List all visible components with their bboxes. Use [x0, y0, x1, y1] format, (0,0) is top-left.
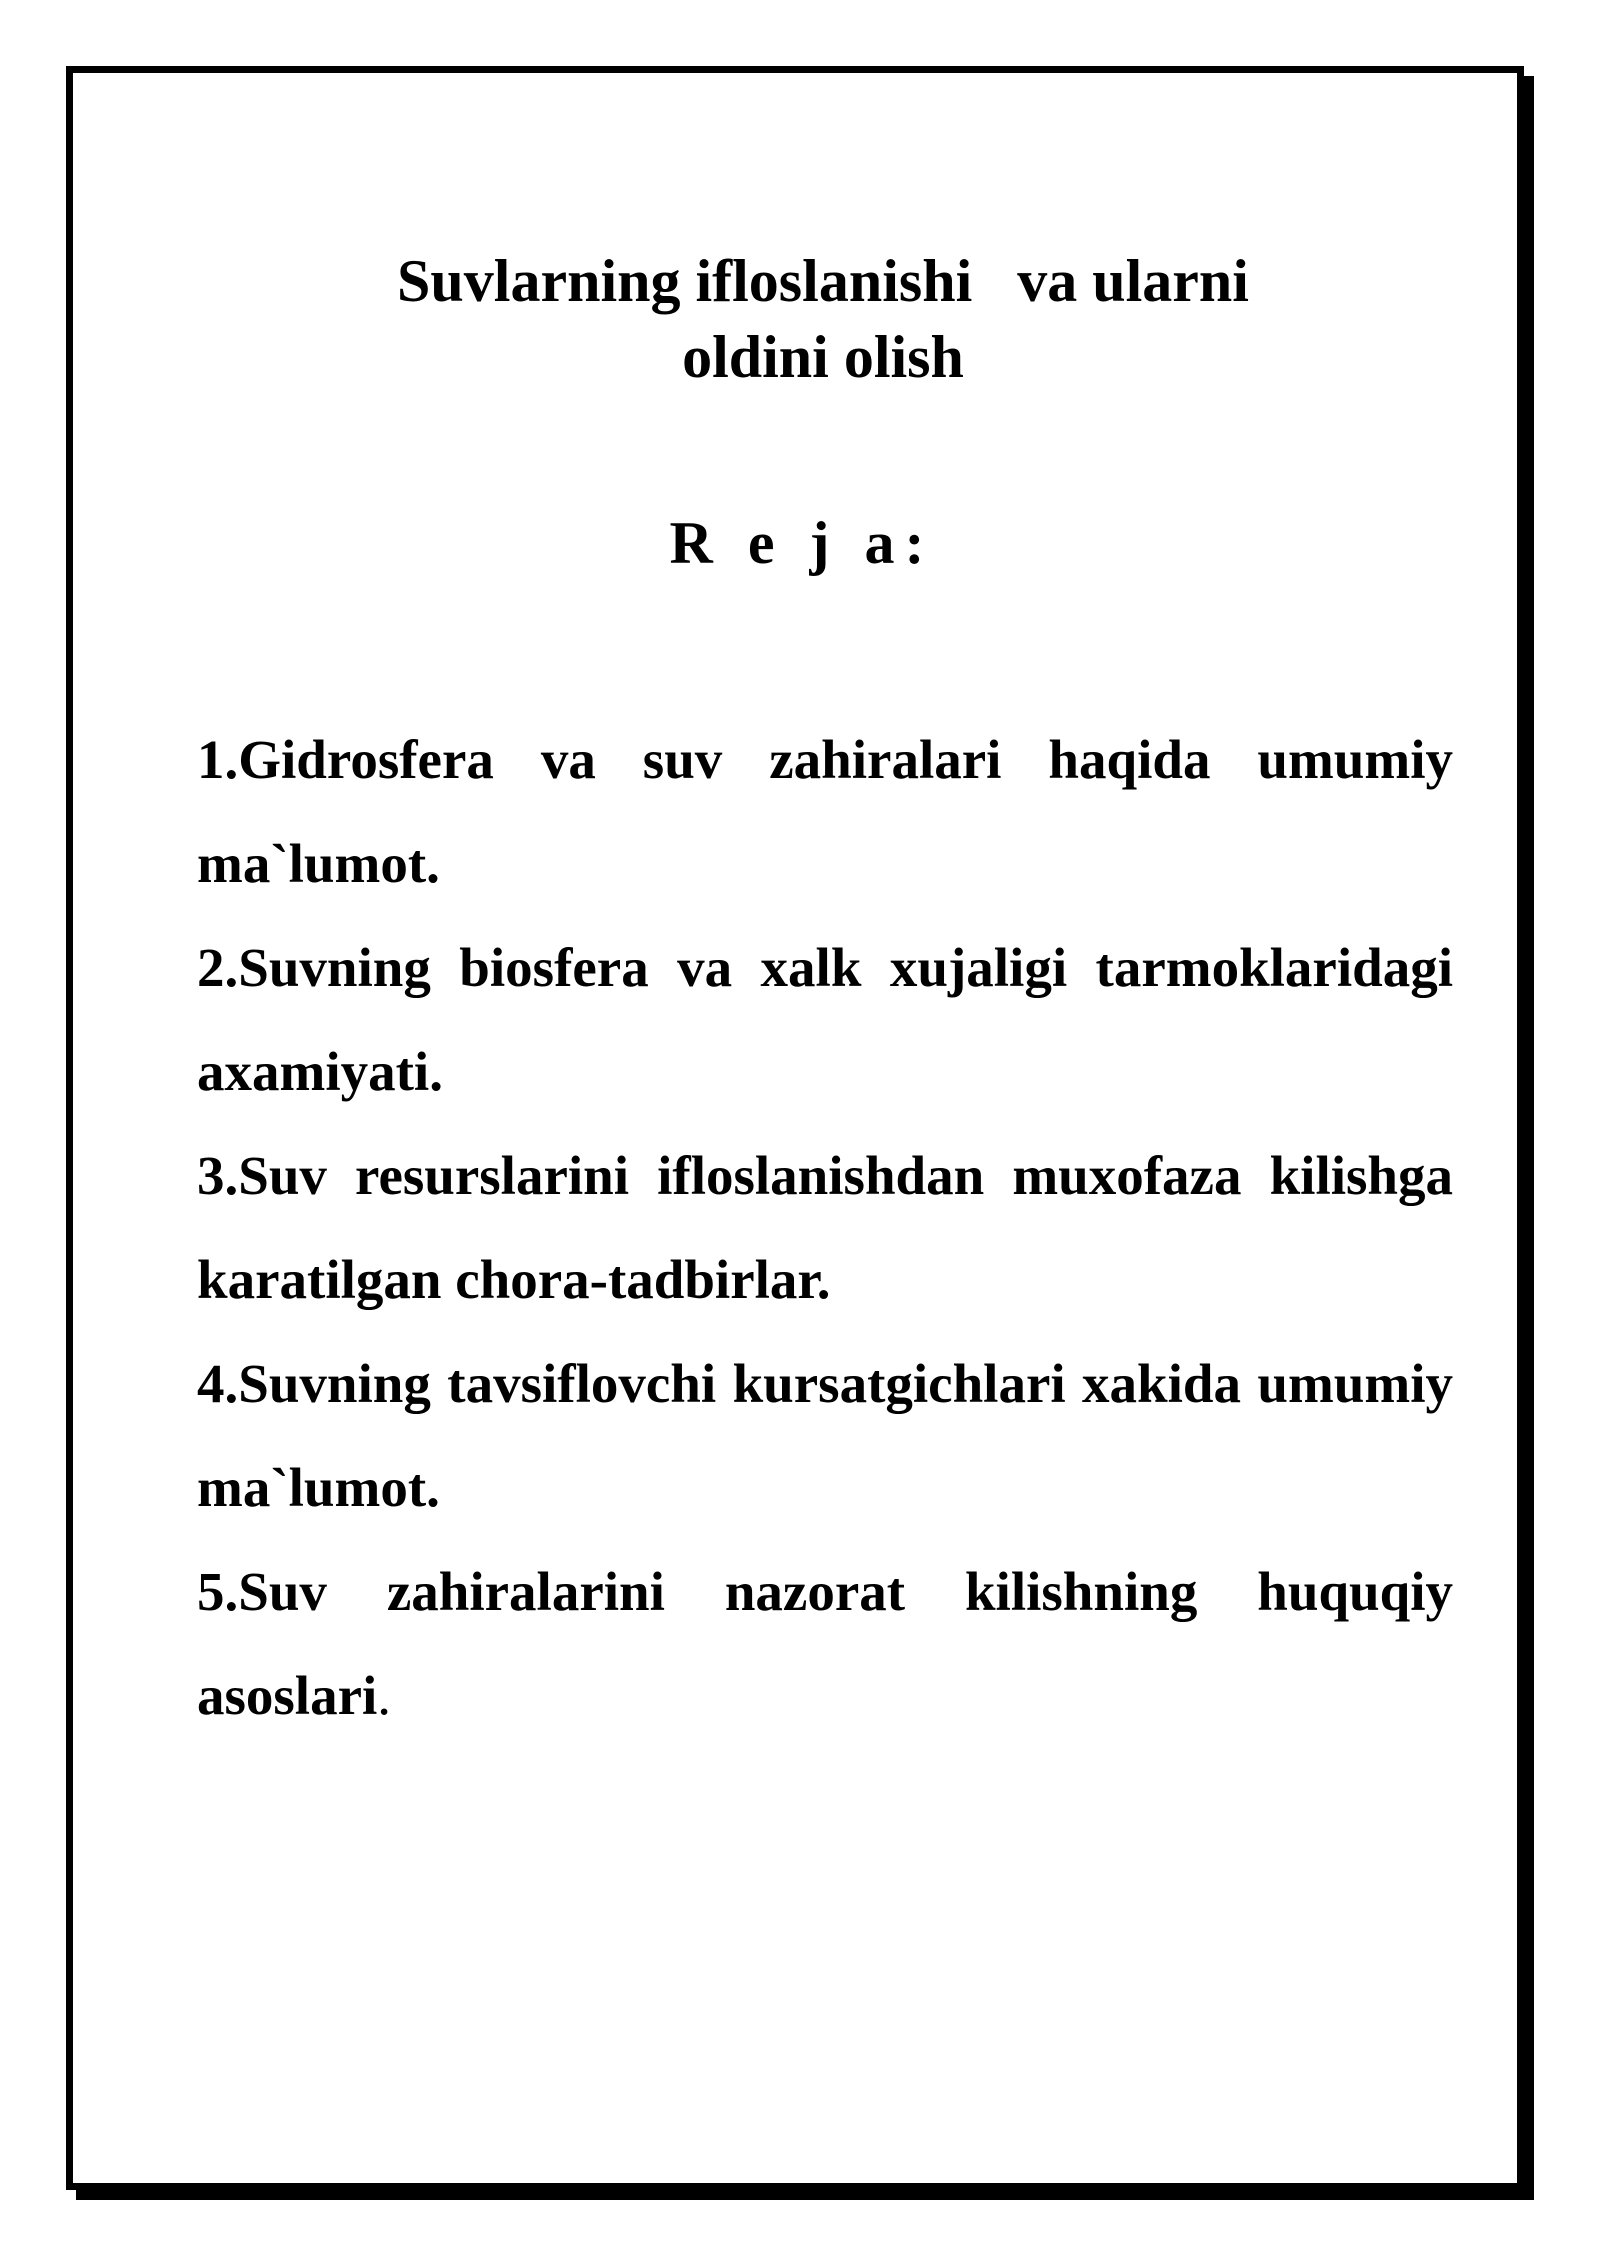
plan-heading: R e j a:	[669, 510, 935, 576]
plan-item-text: 2.Suvning biosfera va xalk xujaligi tarmoklaridagi axamiyati.	[197, 937, 1453, 1102]
title-line-1: Suvlarning ifloslanishi va ularni	[397, 248, 1249, 314]
plan-item	[197, 708, 1453, 916]
plan-item-end-dot: .	[377, 1665, 392, 1726]
title-line-2: oldini olish	[682, 324, 964, 390]
plan-item-text: 4.Suvning tavsiflovchi kursatgichlari xakida umumiy ma`lumot.	[197, 1353, 1453, 1518]
plan-item-text: 5.Suv zahiralarini nazorat kilishning huquqiy asoslari	[197, 1561, 1453, 1726]
plan-item	[197, 1332, 1453, 1540]
page-border-frame	[66, 66, 1524, 2190]
plan-item	[197, 1124, 1453, 1332]
plan-item	[197, 1540, 1453, 1748]
plan-item	[197, 916, 1453, 1124]
document-title	[173, 243, 1473, 395]
plan-item-text: 1.Gidrosfera va suv zahiralari haqida umumiy ma`lumot.	[197, 729, 1453, 894]
plan-list	[197, 708, 1453, 1748]
plan-item-text: 3.Suv resurslarini ifloslanishdan muxofaza kilishga karatilgan chora-tadbirlar.	[197, 1145, 1453, 1310]
